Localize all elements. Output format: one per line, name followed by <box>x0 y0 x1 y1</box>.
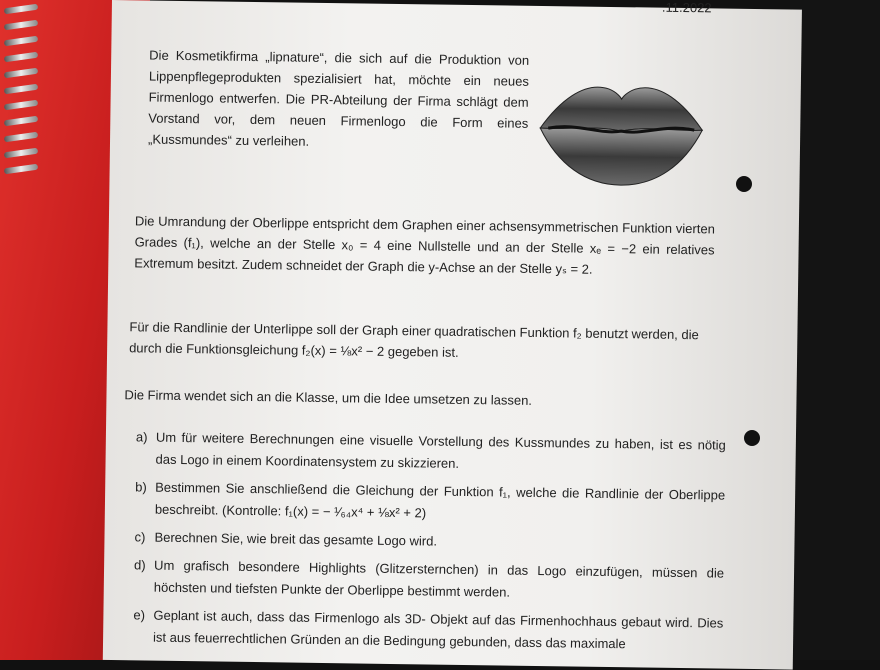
task-item <box>134 554 725 606</box>
binding-ring <box>4 132 39 143</box>
task-text: Bestimmen Sie anschließend die Gleichung der Funktion f₁, welche die Randlinie der Oberlippe beschreibt. (Kontrolle: f₁(x) = − ¹⁄₆₄x⁴ + ⅛x² + 2) <box>154 479 726 521</box>
spiral-binding <box>0 0 40 190</box>
task-item <box>135 426 726 478</box>
hole-punch-mark <box>736 176 752 192</box>
task-item <box>133 604 724 656</box>
task-label: c) <box>134 529 146 545</box>
lower-lip-description: Für die Randlinie der Unterlippe soll der Graph einer quadratischen Funktion f₂ benutzt werden, die durch die Funktionsgleichung f₂(x) = ⅛x² − 2 gegeben ist. <box>129 319 699 360</box>
binding-ring <box>4 52 39 63</box>
task-label: a) <box>135 429 148 445</box>
task-text: Um für weitere Berechnungen eine visuelle Vorstellung des Kussmundes zu haben, ist es nötig das Logo in einem Koordinatensystem zu skizzieren. <box>155 429 726 471</box>
dark-background <box>790 0 880 660</box>
task-label: e) <box>133 607 146 623</box>
task-item <box>135 476 726 528</box>
date-header: .11.2022 <box>661 0 712 16</box>
binding-ring <box>4 148 39 159</box>
binding-ring <box>4 116 39 127</box>
task-text: Berechnen Sie, wie breit das gesamte Logo wird. <box>154 529 438 549</box>
task-text: Geplant ist auch, dass das Firmenlogo als 3D- Objekt auf das Firmenhochhaus gebaut wird. Dies ist aus feuerrechtlichen Gründen an die Bedingung gebunden, dass das maximale <box>153 607 724 652</box>
task-label: b) <box>135 479 147 495</box>
lips-logo-image <box>537 72 705 190</box>
company-request: Die Firma wendet sich an die Klasse, um die Idee umsetzen zu lassen. <box>124 387 533 408</box>
worksheet-paper <box>103 0 802 670</box>
hole-punch-mark <box>744 430 760 446</box>
binding-ring <box>4 36 39 47</box>
binding-ring <box>4 4 39 15</box>
binding-ring <box>4 20 39 31</box>
task-list <box>133 426 726 662</box>
binding-ring <box>4 84 39 95</box>
binding-ring <box>4 100 39 111</box>
binding-ring <box>4 164 39 175</box>
upper-lip-description: Die Umrandung der Oberlippe entspricht dem Graphen einer achsensymmetrischen Funktion vierten Grades (f₁), welche an der Stelle x₀ = 4 eine Nullstelle und an der Stelle xₑ = −2 ein relatives Extremum besitzt. Zudem schneidet der Graph die y-Achse an der Stelle yₛ = 2. <box>134 213 715 277</box>
binding-ring <box>4 68 39 79</box>
intro-paragraph: Die Kosmetikfirma „lipnature“, die sich auf die Produktion von Lippenpflegeprodukten spezialisiert hat, möchte ein neues Firmenlogo entwerfen. Die PR-Abteilung der Firma schlägt dem Vorstand vor, dem neuen Firmenlogo die Form eines „Kussmundes“ zu verleihen. <box>147 47 530 149</box>
task-item <box>134 526 724 556</box>
task-text: Um grafisch besondere Highlights (Glitzersternchen) in das Logo einzufügen, müssen die höchsten und tiefsten Punkte der Oberlippe bestimmt werden. <box>153 557 725 600</box>
task-label: d) <box>134 557 146 573</box>
